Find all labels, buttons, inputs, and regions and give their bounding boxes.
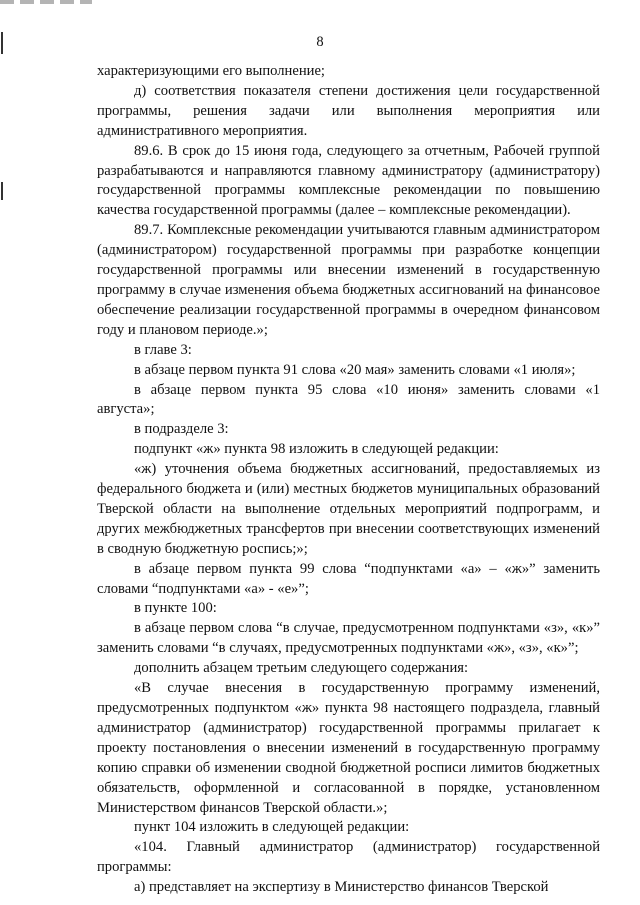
paragraph: «104. Главный администратор (администратор) государственной программы: [97, 839, 600, 876]
paragraph: в пункте 100: [134, 600, 217, 617]
paragraph: «ж) уточнения объема бюджетных ассигнований, предоставляемых из федерального бюджета и (или) местных бюджетов муниципальных образований Тверской области на выполнение отдельных мероприятий подпрограмм, и других межбюджетных трансфертов при внесении соответствующих изменений в сводную бюджетную роспись;»; [97, 461, 600, 557]
document-body [97, 62, 600, 898]
paragraph: подпункт «ж» пункта 98 изложить в следующей редакции: [134, 441, 499, 458]
paragraph: в абзаце первом пункта 95 слова «10 июня» заменить словами «1 августа»; [97, 381, 600, 418]
paragraph: а) представляет на экспертизу в Министерство финансов Тверской [134, 879, 549, 896]
scan-edge-mark [1, 182, 3, 200]
paragraph: 89.6. В срок до 15 июня года, следующего за отчетным, Рабочей группой разрабатываются и направляются главному администратору (администратору) государственной программы комплексные рекомендации по повышению качества государственной программы (далее – комплексные рекомендации). [97, 142, 600, 219]
paragraph: характеризующими его выполнение; [97, 63, 325, 79]
scan-artifact [0, 0, 92, 4]
paragraph: «В случае внесения в государственную программу изменений, предусмотренных подпунктом «ж» пункта 98 настоящего подраздела, главный администратор (администратор) государственной программы прилагает к проекту постановления о внесении изменений в государственную программу копию справки об изменении сводной бюджетной росписи лимитов бюджетных обязательств, оформленной и согласованной в порядке, установленном Министерством финансов Тверской области.»; [97, 680, 600, 816]
paragraph: в абзаце первом слова “в случае, предусмотренном подпунктами «з», «к»” заменить словами “в случаях, предусмотренных подпунктами «ж», «з», «к»”; [97, 620, 600, 657]
paragraph: д) соответствия показателя степени достижения цели государственной программы, решения задачи или выполнения мероприятия или административного мероприятия. [97, 82, 600, 139]
paragraph: дополнить абзацем третьим следующего содержания: [134, 660, 469, 677]
paragraph: 89.7. Комплексные рекомендации учитываются главным администратором (администратором) государственной программы при разработке концепции государственной программы или внесении изменений в государственную программу в случае изменения объема бюджетных ассигнований на финансовое обеспечение реализации государственной программы в очередном финансовом году и плановом периоде.»; [97, 222, 600, 338]
paragraph: в абзаце первом пункта 91 слова «20 мая» заменить словами «1 июля»; [134, 361, 576, 378]
paragraph: в подразделе 3: [134, 421, 229, 438]
page-number: 8 [316, 34, 324, 50]
paragraph: в главе 3: [134, 341, 192, 358]
paragraph: пункт 104 изложить в следующей редакции: [134, 819, 410, 836]
paragraph: в абзаце первом пункта 99 слова “подпунктами «а» – «ж»” заменить словами “подпунктами «а» - «е»”; [97, 560, 600, 597]
